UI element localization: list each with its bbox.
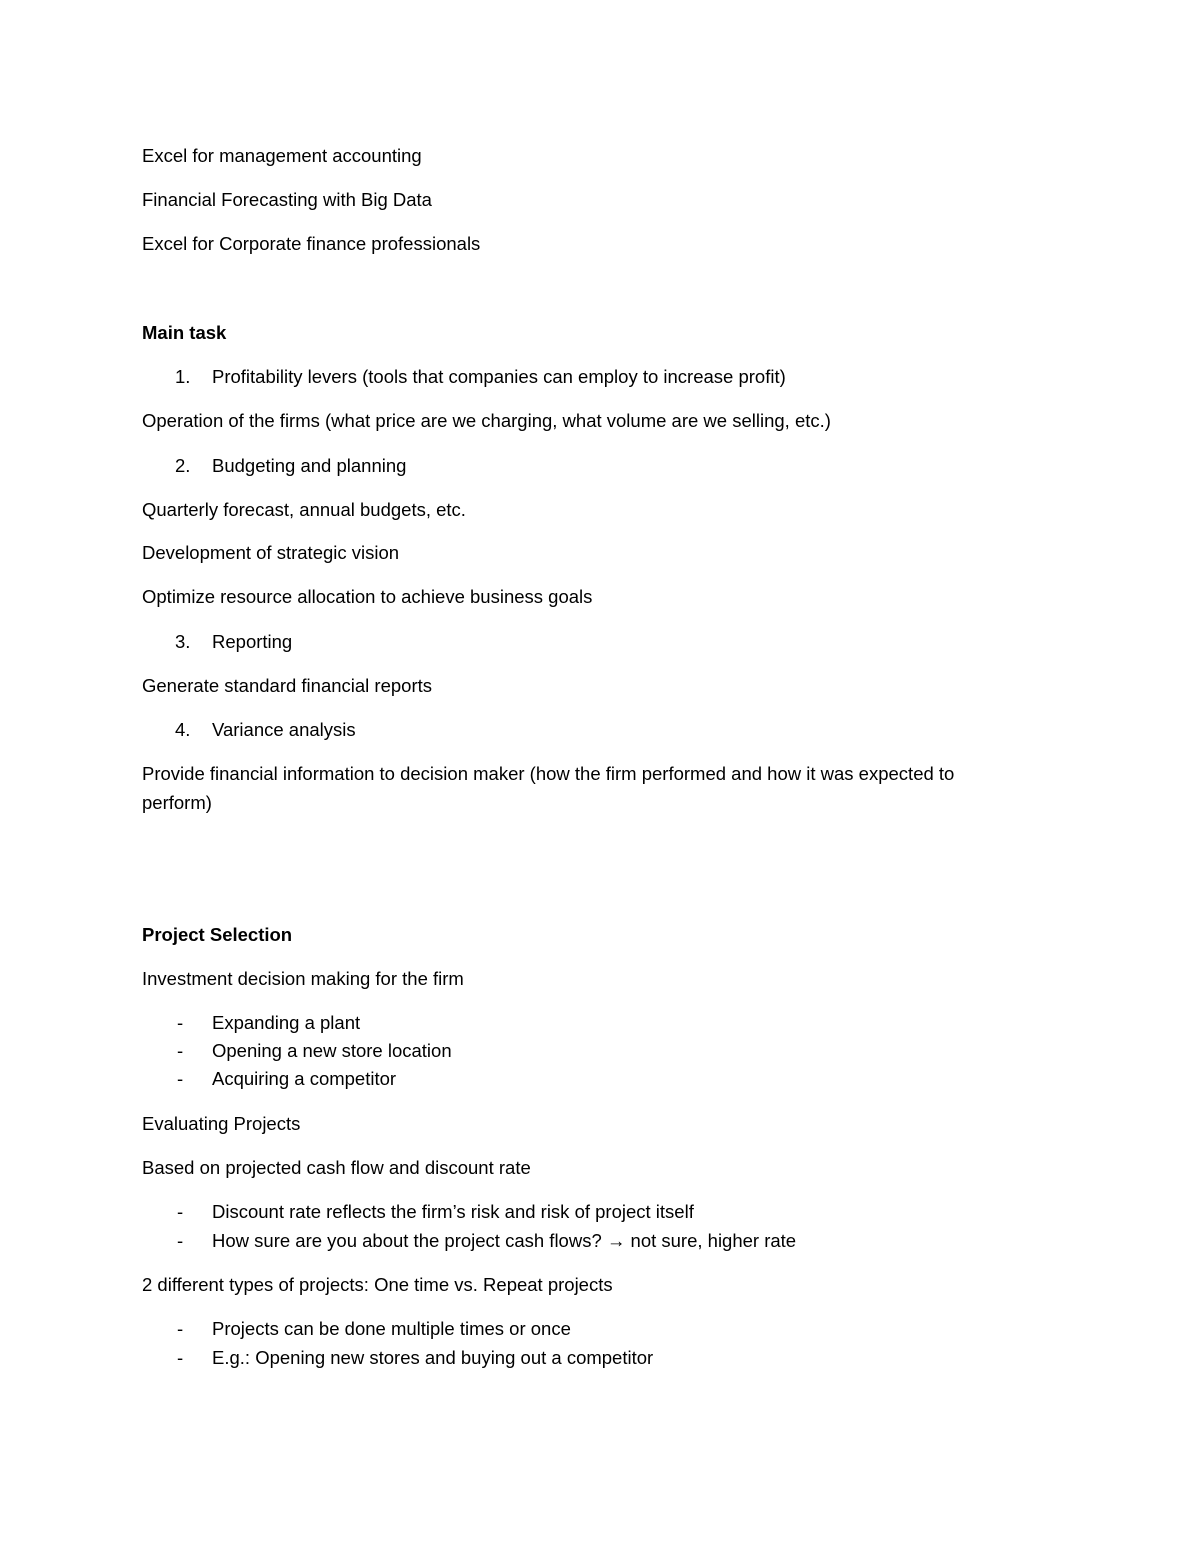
- list-item-4: Variance analysis: [212, 719, 356, 740]
- list-item-3: Reporting: [212, 631, 293, 652]
- types-intro: 2 different types of projects: One time vs. Repeat projects: [142, 1274, 613, 1295]
- intro-line-2: Financial Forecasting with Big Data: [142, 189, 432, 210]
- list-marker-4: 4.: [175, 719, 191, 740]
- bullet-dash: -: [177, 1040, 184, 1061]
- investment-bullet-3: Acquiring a competitor: [212, 1068, 397, 1089]
- item2-note-3: Optimize resource allocation to achieve business goals: [142, 586, 593, 607]
- types-bullet-2: E.g.: Opening new stores and buying out a competitor: [212, 1347, 654, 1368]
- bullet-dash: -: [177, 1318, 184, 1339]
- list-marker-1: 1.: [175, 366, 191, 387]
- intro-line-3: Excel for Corporate finance professionals: [142, 233, 481, 254]
- project-selection-heading: Project Selection: [142, 924, 293, 945]
- based-on-line: Based on projected cash flow and discount rate: [142, 1157, 531, 1178]
- list-item-1: Profitability levers (tools that companies can employ to increase profit): [212, 366, 786, 387]
- investment-intro: Investment decision making for the firm: [142, 968, 464, 989]
- item4-note-line-1: Provide financial information to decision maker (how the firm performed and how it was expected to: [142, 763, 955, 784]
- bullet-dash: -: [177, 1068, 184, 1089]
- list-item-2: Budgeting and planning: [212, 455, 407, 476]
- discount-bullet-1: Discount rate reflects the firm’s risk and risk of project itself: [212, 1201, 694, 1222]
- discount-bullet-2-answer: not sure, higher rate: [630, 1230, 797, 1251]
- list-marker-2: 2.: [175, 455, 191, 476]
- investment-bullet-1: Expanding a plant: [212, 1012, 361, 1033]
- intro-line-1: Excel for management accounting: [142, 145, 422, 166]
- discount-bullet-2: [212, 1229, 796, 1253]
- item2-note-2: Development of strategic vision: [142, 542, 400, 563]
- bullet-dash: -: [177, 1230, 184, 1251]
- evaluating-projects: Evaluating Projects: [142, 1113, 301, 1134]
- types-bullet-1: Projects can be done multiple times or once: [212, 1318, 571, 1339]
- discount-bullet-2-question: How sure are you about the project cash flows?: [212, 1230, 602, 1251]
- bullet-dash: -: [177, 1201, 184, 1222]
- item1-note: Operation of the firms (what price are we charging, what volume are we selling, etc.): [142, 410, 831, 431]
- main-task-heading: Main task: [142, 322, 227, 343]
- item3-note: Generate standard financial reports: [142, 675, 433, 696]
- bullet-dash: -: [177, 1347, 184, 1368]
- list-marker-3: 3.: [175, 631, 191, 652]
- investment-bullet-2: Opening a new store location: [212, 1040, 452, 1061]
- bullet-dash: -: [177, 1012, 184, 1033]
- right-arrow-icon: →: [606, 1230, 626, 1251]
- item2-note-1: Quarterly forecast, annual budgets, etc.: [142, 499, 466, 520]
- item4-note-line-2: perform): [142, 792, 212, 813]
